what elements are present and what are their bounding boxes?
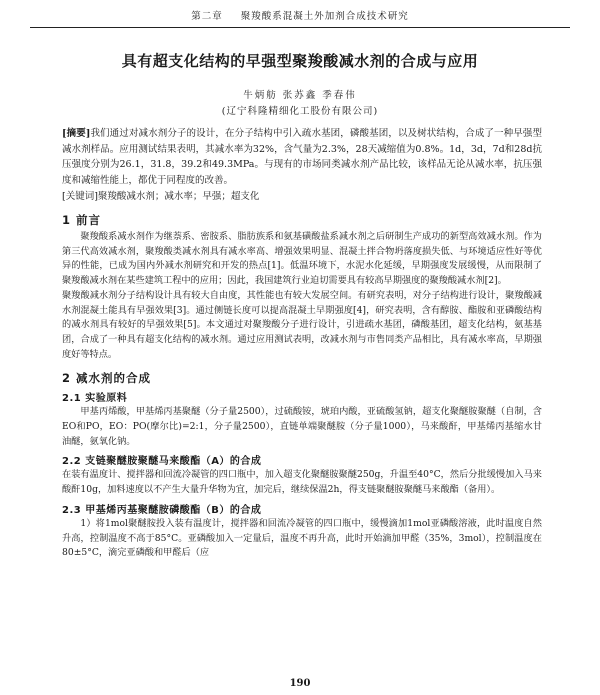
keywords-label: [关键词] [62,191,98,202]
subsection-heading-materials: 2.1 实验原料 [62,393,128,405]
chapter-label: 第二章 [191,11,223,22]
chapter-title: 聚羧酸系混凝土外加剂合成技术研究 [240,11,409,22]
section-heading-synthesis: 2 减水剂的合成 [62,371,152,386]
subsection-heading-ester-a: 2.2 支链聚醚胺聚醚马来酸酯（A）的合成 [62,456,262,468]
paper-authors: 牛炳舫 张苏鑫 季春伟 [243,90,357,101]
paper-affiliation: (辽宁科隆精细化工股份有限公司) [221,106,379,117]
materials-paragraph: 甲基丙烯酸，甲基烯丙基聚醚（分子量2500），过硫酸铵，琥珀内酸，亚硫酸氢钠，超支化聚醚胺聚醚（自制，含EO和PO，EO：PO(摩尔比)=2:1，分子量2500），直链单端聚醚胺（分子量1000），马来酸酐，甲基烯丙基缩水甘油醚，氨氧化钠。 [62,406,542,447]
page-number: 190 [289,678,311,689]
keywords-text: 聚羧酸减水剂；减水率；早强；超支化 [97,191,260,202]
abstract [62,126,542,188]
paper-body [62,126,542,561]
ester-a-paragraph: 在装有温度计、搅拌器和回流冷凝管的四口瓶中，加入超支化聚醚胺聚醚250g，升温至40°C，然后分批缓慢加入马来酸酐10g，加料速度以不产生大量升华物为宜，加完后，继续保温2h，得支链聚醚胺聚醚马来酸酯（备用）。 [62,469,542,496]
abstract-text: 我们通过对减水剂分子的设计，在分子结构中引入疏水基团，磷酸基团，以及树状结构，合成了一种早强型减水剂样品。应用测试结果表明，其减水率为32%，含气量为2.3%，28天减缩值为0.8%。1d，3d，7d和28d抗压强度分别为26.1，31.8，39.2和49.3MPa。与现有的市场同类减水剂产品比较，该样品无论从减水率，抗压强度和减缩性能上，都优于同程度的改善。 [62,128,542,186]
keywords [62,189,542,204]
section-heading-intro: 1 前言 [62,213,102,227]
ester-b-paragraph: 1）将1mol聚醚胺投入装有温度计，搅拌器和回流冷凝管的四口瓶中，缓慢滴加1mol亚磷酸溶液，此时温度自然升高，控制温度不高于85°C。亚磷酸加入一定量后，温度不再升高，此时开始滴加甲醛（35%，3mol），控制温度在80±5°C，滴完亚磷酸和甲醛后（应 [62,517,542,559]
subsection-heading-ester-b: 2.3 甲基烯丙基聚醚胺磷酸酯（B）的合成 [62,504,262,516]
running-header [30,8,570,28]
abstract-label: [摘要] [62,128,91,139]
paper-title: 具有超支化结构的早强型聚羧酸减水剂的合成与应用 [121,52,479,70]
intro-paragraph-2: 聚羧酸减水剂分子结构设计具有较大自由度，其性能也有较大发展空间。有研究表明，对分子结构进行设计，聚羧酸减水剂混凝土能具有早强效果[3]。通过侧链长度可以提高混凝土早期强度[4]，研究表明，含有醇胺、酯胺和亚磷酸结构的减水剂具有较好的早强效果[5]。本文通过对聚羧酸分子进行设计，引进疏水基团，磷酸基团，超支化结构，氨基基团，合成了一种具有超支化结构的减水剂。通过应用测试表明，改减水剂与市售同类产品相比，具有减水率高，早期强度好等特点。 [62,289,542,360]
intro-paragraph-1: 聚羧酸系减水剂作为继萘系、密胺系、脂肪族系和氨基磺酸盐系减水剂之后研制生产成功的新型高效减水剂。作为第三代高效减水剂，聚羧酸类减水剂具有减水率高、增强效果明显、混凝土拌合物坍落度损失低、与环境适应性好等优异的性能，已成为国内外减水剂研究和开发的热点[1]。低温环境下，水泥水化延缓，早期强度发展缓慢，从而限制了聚羧酸减水剂在某些建筑工程中的应用；因此，我国建筑行业迫切需要具有较高早期强度的聚羧酸减水剂[2]。 [62,231,542,287]
